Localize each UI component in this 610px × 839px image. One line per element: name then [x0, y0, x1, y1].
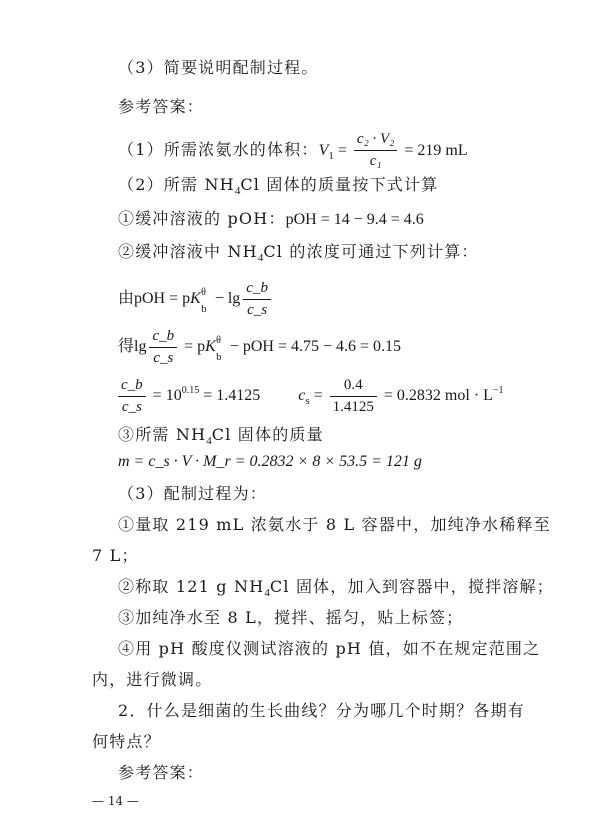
subscript: 4 — [257, 252, 264, 264]
formula-ratio-and-cs — [118, 378, 504, 415]
question-2-continued: 何特点？ — [92, 732, 161, 751]
var-v1-sub: 1 — [328, 150, 334, 162]
fraction-cb-cs — [149, 329, 177, 366]
k-superscript: θ — [201, 287, 206, 299]
formula-line-volume — [118, 132, 468, 169]
volume-result: = 219 mL — [400, 142, 468, 159]
fraction-denominator: c_s — [121, 399, 142, 415]
poh-line — [118, 208, 424, 231]
text-segment: = 0.2832 mol · L — [379, 387, 493, 405]
text-segment: = p — [180, 338, 206, 356]
pkb-symbol — [190, 287, 207, 316]
k-subscript: b — [216, 351, 222, 364]
text-segment: − lg — [210, 290, 241, 308]
mass-heading — [118, 424, 324, 452]
text-segment: Cl 固体，加入到容器中，搅拌溶解； — [269, 577, 554, 596]
fraction-volume — [354, 132, 398, 169]
text-segment: ③所需 NH — [118, 425, 207, 444]
subscript: 4 — [234, 185, 241, 197]
k-superscript: θ — [216, 335, 221, 347]
text-segment: ②缓冲溶液中 NH — [118, 242, 258, 261]
text-segment: （2）所需 NH — [118, 175, 235, 194]
text-segment: − pOH = 4.75 − 4.6 = 0.15 — [225, 338, 402, 356]
text-segment: 由pOH = p — [118, 290, 191, 308]
text-volume-label: （1）所需浓氨水的体积： — [118, 140, 319, 159]
nh4cl-mass-heading — [118, 174, 438, 202]
fraction-denominator: 1.4125 — [332, 399, 374, 415]
text-segment: ①缓冲溶液的 pOH： — [118, 209, 286, 228]
text-segment: Cl 固体的质量按下式计算 — [240, 175, 439, 194]
text-segment: ②称取 121 g NH — [118, 577, 265, 596]
fraction-cs — [330, 378, 377, 415]
exponent: 0.15 — [181, 385, 200, 397]
subscript: 4 — [264, 587, 270, 599]
fraction-cb-cs — [118, 378, 146, 415]
step-1-continued: 7 L； — [92, 546, 139, 565]
fraction-denominator: c₁ — [369, 153, 382, 169]
question-part-3: （3）简要说明配制过程。 — [118, 58, 319, 77]
answer-heading-2: 参考答案： — [118, 763, 205, 782]
text-segment: = 1.4125 — [199, 387, 261, 405]
pkb-symbol — [205, 335, 222, 364]
question-2: 2．什么是细菌的生长曲线？分为哪几个时期？各期有 — [118, 701, 525, 720]
eq-sign: = — [333, 142, 351, 159]
text-segment: Cl 的浓度可通过下列计算： — [263, 242, 479, 261]
text-segment: Cl 固体的质量 — [211, 425, 324, 444]
fraction-numerator: c₂ · V₂ — [354, 132, 398, 151]
mass-equation: m = c_s · V · M_r = 0.2832 × 8 × 53.5 = 121 g — [118, 453, 422, 470]
step-3: ③加纯净水至 8 L，搅拌、摇匀，贴上标签； — [118, 608, 464, 627]
fraction-cb-cs — [243, 281, 271, 318]
var-v1: V — [318, 142, 329, 159]
formula-poh-relation — [118, 281, 274, 318]
fraction-numerator: c_b — [118, 378, 146, 397]
text-segment: 得lg — [118, 338, 147, 356]
var-c-sub: s — [305, 395, 310, 408]
step-4: ④用 pH 酸度仪测试溶液的 pH 值，如不在规定范围之 — [118, 639, 541, 658]
fraction-denominator: c_s — [247, 302, 268, 318]
formula-lg-ratio — [118, 329, 401, 366]
answer-heading: 参考答案： — [118, 97, 205, 116]
page-number: — 14 — — [92, 794, 139, 808]
text-segment: = — [309, 387, 327, 405]
concentration-heading — [118, 241, 479, 269]
fraction-numerator: 0.4 — [330, 378, 377, 397]
preparation-heading: （3）配制过程为： — [118, 484, 267, 503]
k-symbol: K — [205, 338, 216, 356]
fraction-denominator: c_s — [153, 350, 174, 366]
var-c: c — [298, 387, 306, 405]
subscript: 4 — [206, 435, 212, 447]
exponent: −1 — [492, 385, 504, 397]
k-subscript: b — [201, 303, 207, 316]
step-4-continued: 内，进行微调。 — [92, 670, 213, 689]
k-symbol: K — [190, 290, 201, 308]
fraction-numerator: c_b — [243, 281, 271, 300]
step-1: ①量取 219 mL 浓氨水于 8 L 容器中，加纯净水稀释至 — [118, 515, 551, 534]
text-segment: = 10 — [148, 387, 182, 405]
poh-equation: pOH = 14 − 9.4 = 4.6 — [285, 211, 424, 228]
step-2 — [118, 576, 554, 604]
fraction-numerator: c_b — [149, 329, 177, 348]
